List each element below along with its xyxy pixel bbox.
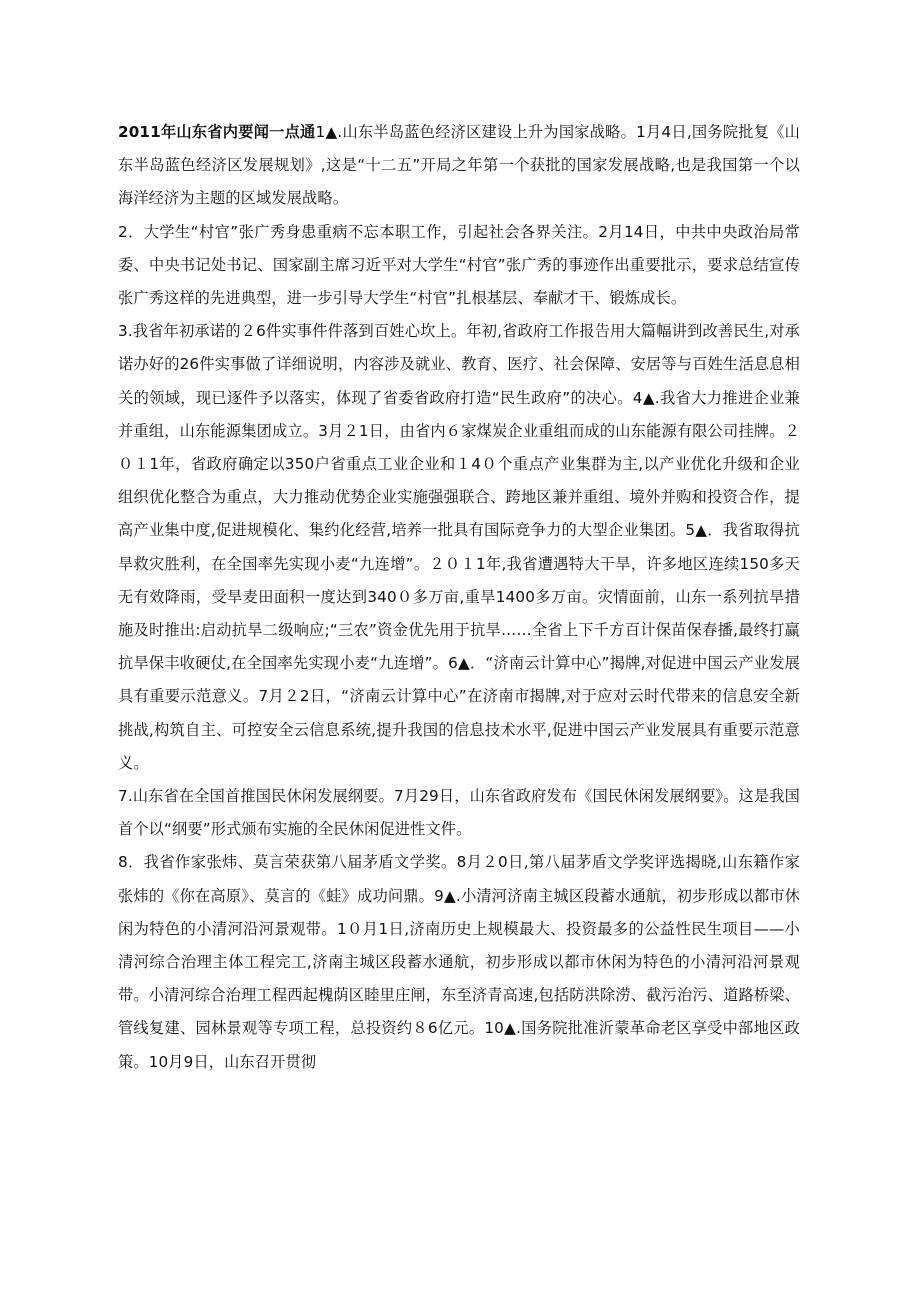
paragraph-1-text: 1▲.山东半岛蓝色经济区建设上升为国家战略。1月4日,国务院批复《山东半岛蓝色经济区发展规划》,这是“十二五”开局之年第一个获批的国家发展战略,也是我国第一个以海洋经济为主题的区域发展战略。: [118, 123, 800, 208]
paragraph-3: 3.我省年初承诺的２6件实事件件落到百姓心坎上。年初,省政府工作报告用大篇幅讲到改善民生,对承诺办好的26件实事做了详细说明，内容涉及就业、教育、医疗、社会保障、安居等与百姓生活息息相关的领域，现已逐件予以落实，体现了省委省政府打造“民生政府”的决心。4▲.我省大力推进企业兼并重组，山东能源集团成立。3月２1日，由省内６家煤炭企业重组而成的山东能源有限公司挂牌。２０１1年，省政府确定以350户省重点工业企业和１4０个重点产业集群为主,以产业优化升级和企业组织优化整合为重点，大力推动优势企业实施强强联合、跨地区兼并重组、境外并购和投资合作，提高产业集中度,促进规模化、集约化经营,培养一批具有国际竞争力的大型企业集团。5▲．我省取得抗旱救灾胜利，在全国率先实现小麦“九连增”。２０１1年,我省遭遇特大干旱，许多地区连续150多天无有效降雨，受旱麦田面积一度达到340０多万亩,重旱1400多万亩。灾情面前，山东一系列抗旱措施及时推出:启动抗旱二级响应;“三农”资金优先用于抗旱……全省上下千方百计保苗保春播,最终打赢抗旱保丰收硬仗,在全国率先实现小麦“九连增”。6▲．“济南云计算中心”揭牌,对促进中国云产业发展具有重要示范意义。7月２2日，“济南云计算中心”在济南市揭牌,对于应对云时代带来的信息安全新挑战,构筑自主、可控安全云信息系统,提升我国的信息技术水平,促进中国云产业发展具有重要示范意义。: [118, 322, 800, 772]
paragraph-4: 7.山东省在全国首推国民休闲发展纲要。7月29日，山东省政府发布《国民休闲发展纲要》。这是我国首个以“纲要”形式颁布实施的全民休闲促进性文件。: [118, 787, 800, 839]
document-body: [118, 116, 800, 1079]
paragraph-1: [118, 116, 800, 216]
document-title: 2011年山东省内要闻一点通: [118, 123, 316, 141]
paragraph-5: 8．我省作家张炜、莫言荣获第八届茅盾文学奖。8月２0日,第八届茅盾文学奖评选揭晓,山东籍作家张炜的《你在高原》、莫言的《蛙》成功问鼎。9▲.小清河济南主城区段蓄水通航，初步形成以都市休闲为特色的小清河沿河景观带。1０月1日,济南历史上规模最大、投资最多的公益性民生项目——小清河综合治理主体工程完工,济南主城区段蓄水通航，初步形成以都市休闲为特色的小清河沿河景观带。小清河综合治理工程西起槐荫区睦里庄闸，东至济青高速,包括防洪除涝、截污治污、道路桥梁、管线复建、园林景观等专项工程，总投资约８6亿元。10▲.国务院批准沂蒙革命老区享受中部地区政策。10月9日，山东召开贯彻: [118, 853, 800, 1071]
paragraph-2: 2．大学生“村官”张广秀身患重病不忘本职工作，引起社会各界关注。2月14日，中共中央政治局常委、中央书记处书记、国家副主席习近平对大学生“村官”张广秀的事迹作出重要批示，要求总结宣传张广秀这样的先进典型，进一步引导大学生“村官”扎根基层、奉献才干、锻炼成长。: [118, 222, 800, 308]
